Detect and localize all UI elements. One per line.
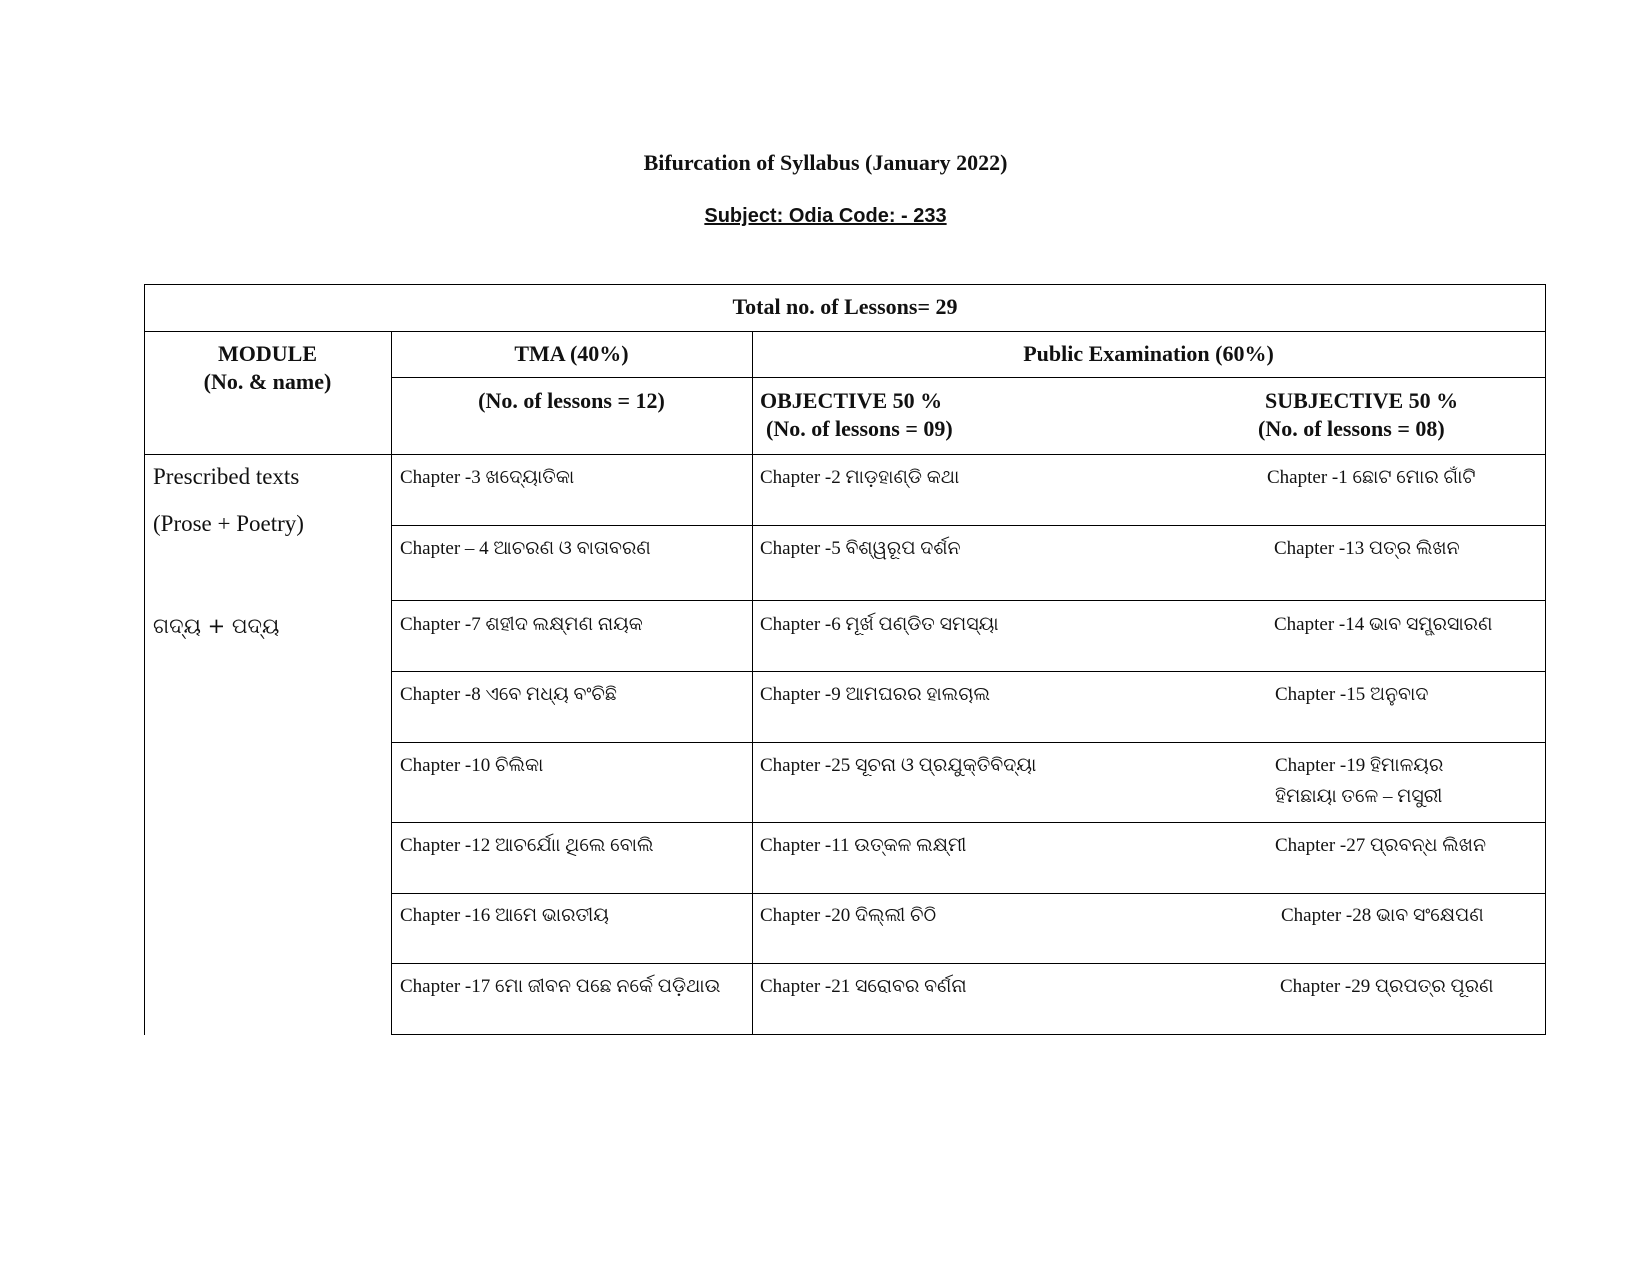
objective-chapter: Chapter -11 ଉତ୍କଳ ଲକ୍ଷ୍ମୀ: [760, 835, 967, 856]
subjective-chapter-continued: ହିମଛାୟା ତଳେ – ମସୁରୀ: [1275, 786, 1443, 807]
row-divider: [391, 377, 1546, 378]
row-divider: [144, 331, 1546, 332]
row-divider: [391, 742, 1546, 743]
row-divider: [391, 525, 1546, 526]
tma-chapter: Chapter -7 ଶହୀଦ ଲକ୍ଷ୍ମଣ ନାୟକ: [400, 614, 643, 635]
row-divider: [391, 963, 1546, 964]
objective-chapter: Chapter -2 ମାଡ଼ହାଣ୍ଡି କଥା: [760, 467, 960, 488]
objective-chapter: Chapter -6 ମୂର୍ଖ ପଣ୍ଡିତ ସମସ୍ୟା: [760, 614, 999, 635]
subject-code: [0, 205, 1651, 228]
subjective-chapter: Chapter -28 ଭାବ ସଂକ୍ଷେପଣ: [1281, 905, 1484, 926]
objective-header: OBJECTIVE 50 %: [760, 388, 943, 413]
table-border-top: [144, 284, 1546, 285]
row-divider: [391, 671, 1546, 672]
objective-chapter: Chapter -25 ସୂଚନା ଓ ପ୍ରଯୁକ୍ତିବିଦ୍ୟା: [760, 755, 1037, 776]
subjective-chapter: Chapter -1 ଛୋଟ ମୋର ଗାଁଟି: [1267, 467, 1476, 488]
column-divider: [391, 331, 392, 1035]
subjective-chapter: Chapter -27 ପ୍ରବନ୍ଧ ଲିଖନ: [1275, 835, 1487, 856]
row-divider: [391, 893, 1546, 894]
objective-chapter: Chapter -20 ଦିଲ୍ଲୀ ଚିଠି: [760, 905, 937, 926]
page-title: Bifurcation of Syllabus (January 2022): [643, 150, 1008, 175]
row-divider: [391, 600, 1546, 601]
subject-code-text: Subject: Odia Code: - 233: [704, 205, 947, 227]
column-divider: [752, 331, 753, 1035]
tma-chapter: Chapter -16 ଆମେ ଭାରତୀୟ: [400, 905, 609, 926]
subjective-chapter: Chapter -14 ଭାବ ସମ୍ପ୍ରସାରଣ: [1274, 614, 1493, 635]
tma-chapter: Chapter -12 ଆଚର୍ଯୋା ଥିଲେ ବୋଲି: [400, 835, 654, 856]
module-prose-poetry: (Prose + Poetry): [153, 511, 304, 536]
module-odia-label: ଗଦ୍ୟ + ପଦ୍ୟ: [153, 614, 280, 638]
tma-chapter: Chapter – 4 ଆଚରଣ ଓ ବାତାବରଣ: [400, 538, 651, 559]
subjective-header: SUBJECTIVE 50 %: [1265, 388, 1459, 413]
objective-chapter: Chapter -9 ଆମଘରର ହାଲଚାଲ: [760, 684, 990, 705]
table-border-right: [1545, 284, 1546, 1035]
objective-lessons-count: (No. of lessons = 09): [766, 416, 953, 441]
table-border-left: [144, 284, 145, 1035]
tma-header: TMA (40%): [514, 341, 629, 366]
subjective-chapter: Chapter -29 ପ୍ରପତ୍ର ପୂରଣ: [1280, 976, 1494, 997]
module-header-line1: MODULE: [218, 341, 317, 366]
module-header-line2: (No. & name): [203, 369, 332, 394]
module-prescribed-texts: Prescribed texts: [153, 464, 300, 489]
subjective-chapter: Chapter -13 ପତ୍ର ଲିଖନ: [1274, 538, 1460, 559]
objective-chapter: Chapter -21 ସରୋବର ବର୍ଣନା: [760, 976, 967, 997]
public-exam-header: Public Examination (60%): [1023, 341, 1274, 366]
tma-chapter: Chapter -10 ଚିଲିକା: [400, 755, 544, 776]
objective-chapter: Chapter -5 ବିଶ୍ୱରୂପ ଦର୍ଶନ: [760, 538, 961, 559]
subjective-lessons-count: (No. of lessons = 08): [1258, 416, 1445, 441]
subjective-chapter: Chapter -19 ହିମାଳୟର: [1275, 755, 1444, 776]
tma-chapter: Chapter -3 ଖଦ୍ୟୋତିକା: [400, 467, 575, 488]
total-lessons-header: Total no. of Lessons= 29: [732, 294, 958, 319]
tma-chapter: Chapter -8 ଏବେ ମଧ୍ୟ ବଂଚିଛି: [400, 684, 617, 705]
table-border-bottom: [391, 1034, 1546, 1035]
row-divider: [391, 822, 1546, 823]
tma-chapter: Chapter -17 ମୋ ଜୀବନ ପଛେ ନର୍କେ ପଡ଼ିଥାଉ: [400, 976, 721, 997]
row-divider: [144, 454, 1546, 455]
subjective-chapter: Chapter -15 ଅନୁବାଦ: [1275, 684, 1429, 705]
tma-lessons-count: (No. of lessons = 12): [478, 388, 665, 413]
